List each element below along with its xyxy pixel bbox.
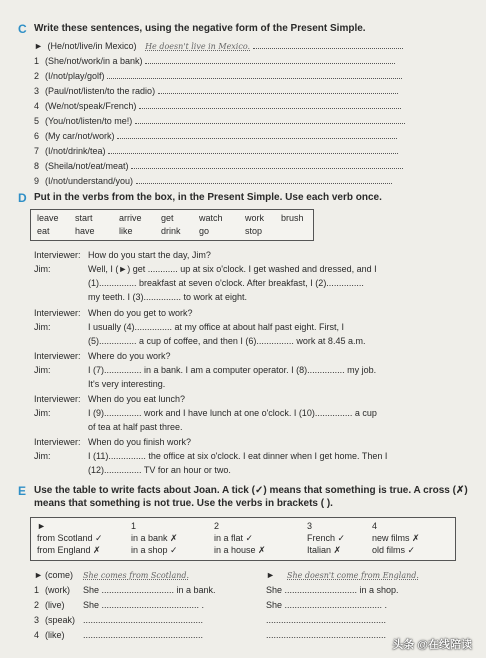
item-prompt: (Paul/not/listen/to the radio) — [45, 86, 156, 96]
item-number: 3 — [34, 86, 40, 96]
table-cell: from Scotland ✓ — [37, 533, 103, 543]
item-number: 5 — [34, 116, 40, 126]
dialogue-text: When do you eat lunch? — [88, 394, 186, 404]
item-prompt: (We/not/speak/French) — [45, 101, 137, 111]
item-number: ► — [34, 570, 43, 580]
table-cell: from England ✗ — [37, 545, 101, 555]
section-e-heading: Use the table to write facts about Joan. A tick (✓) means that something is true. A cross (✗) means that something is not true. Use the verbs in brackets ( ). — [34, 485, 468, 509]
section-c-example — [34, 40, 403, 52]
table-cell: Italian ✗ — [307, 545, 342, 555]
speaker: Jim: — [34, 408, 51, 418]
item-prompt: (I/not/drink/tea) — [45, 146, 106, 156]
answer-row — [266, 615, 386, 626]
table-cell: in a house ✗ — [214, 545, 266, 555]
example-marker: ► — [34, 41, 43, 51]
answer-line — [145, 55, 395, 64]
item-prompt: (I/not/understand/you) — [45, 176, 134, 186]
item-prompt: (Sheila/not/eat/meat) — [45, 161, 129, 171]
item-number: ► — [266, 570, 275, 580]
item-verb: (work) — [45, 585, 70, 595]
example-answer: He doesn't live in Mexico. — [145, 42, 251, 51]
table-cell: old films ✓ — [372, 545, 416, 555]
speaker: Interviewer: — [34, 250, 81, 260]
speaker: Interviewer: — [34, 308, 81, 318]
speaker: Interviewer: — [34, 351, 81, 361]
answer-row — [266, 570, 419, 581]
answer-text: ................................................ — [266, 615, 387, 625]
verb: brush — [281, 213, 304, 223]
section-d-heading: Put in the verbs from the box, in the Present Simple. Use each verb once. — [34, 192, 382, 203]
c-item-4 — [34, 100, 401, 112]
facts-table — [30, 517, 456, 561]
item-prompt: (You/not/listen/to me!) — [45, 116, 133, 126]
answer-line — [108, 145, 398, 154]
item-number: 1 — [34, 56, 40, 66]
c-item-6 — [34, 130, 397, 142]
answer-line — [135, 115, 405, 124]
c-item-8 — [34, 160, 403, 172]
verb: like — [119, 226, 133, 236]
answer-row — [34, 570, 189, 581]
table-cell: French ✓ — [307, 533, 346, 543]
speaker: Jim: — [34, 322, 51, 332]
dialogue-text: I usually (4)............... at my office at about half past eight. First, I — [88, 322, 344, 332]
dialogue-text: of tea at half past three. — [88, 422, 183, 432]
answer-text: She ....................................... . — [266, 600, 388, 610]
table-header: 4 — [372, 521, 378, 531]
answer-line — [139, 100, 401, 109]
watermark: 头条 @在线陪读 — [392, 639, 472, 651]
answer-row — [34, 585, 216, 596]
table-header: 3 — [307, 521, 313, 531]
section-c-heading: Write these sentences, using the negative form of the Present Simple. — [34, 23, 366, 34]
section-d-letter: D — [18, 191, 27, 205]
speaker: Jim: — [34, 365, 51, 375]
dialogue-text: my teeth. I (3)............... to work at eight. — [88, 292, 248, 302]
answer-row — [34, 600, 204, 611]
table-header: 2 — [214, 521, 220, 531]
dialogue-text: Where do you work? — [88, 351, 171, 361]
answer-row — [266, 585, 399, 596]
answer-row — [34, 615, 203, 626]
verb: watch — [199, 213, 223, 223]
verb: leave — [37, 213, 59, 223]
table-cell: in a flat ✓ — [214, 533, 254, 543]
item-number: 2 — [34, 600, 40, 610]
answer-line — [107, 70, 402, 79]
speaker: Interviewer: — [34, 394, 81, 404]
c-item-3 — [34, 85, 398, 97]
example-prompt: (He/not/live/in Mexico) — [47, 41, 137, 51]
verb: have — [75, 226, 95, 236]
verb-box — [30, 209, 314, 241]
verb: get — [161, 213, 174, 223]
item-number: 8 — [34, 161, 40, 171]
verb: go — [199, 226, 210, 236]
dialogue-text: (1)............... breakfast at seven o'clock. After breakfast, I (2)............... — [88, 278, 364, 288]
c-item-5 — [34, 115, 405, 127]
item-number: 4 — [34, 101, 40, 111]
answer-line — [131, 160, 403, 169]
answer-line — [136, 175, 392, 184]
answer-line — [158, 85, 398, 94]
answer-text: She ............................. in a shop. — [266, 585, 399, 595]
c-item-7 — [34, 145, 398, 157]
answer-text: ................................................ — [83, 630, 204, 640]
answer-line — [253, 40, 403, 49]
dialogue-text: I (7)............... in a bank. I am a computer operator. I (8)............... my job. — [88, 365, 377, 375]
item-number: 3 — [34, 615, 40, 625]
dialogue-text: When do you finish work? — [88, 437, 192, 447]
answer-row — [34, 630, 203, 641]
item-number: 4 — [34, 630, 40, 640]
dialogue-text: (5)............... a cup of coffee, and then I (6)............... work at 8.45 a.m. — [88, 336, 366, 346]
table-header: ► — [37, 521, 46, 531]
item-number: 6 — [34, 131, 40, 141]
section-e-letter: E — [18, 484, 27, 498]
dialogue-text: I (9)............... work and I have lunch at one o'clock. I (10)............... a cup — [88, 408, 377, 418]
speaker: Interviewer: — [34, 437, 81, 447]
dialogue-text: Well, I (►) get ............ up at six o'clock. I get washed and dressed, and I — [88, 264, 377, 274]
answer-text: She ............................. in a bank. — [83, 585, 216, 595]
item-prompt: (I/not/play/golf) — [45, 71, 105, 81]
item-number: 1 — [34, 585, 40, 595]
section-c-letter: C — [18, 22, 27, 36]
item-number: 7 — [34, 146, 40, 156]
answer-text: She comes from Scotland. — [83, 571, 190, 580]
c-item-9 — [34, 175, 392, 187]
answer-text: She ....................................... . — [83, 600, 205, 610]
verb: eat — [37, 226, 50, 236]
dialogue-text: How do you start the day, Jim? — [88, 250, 211, 260]
item-number: 2 — [34, 71, 40, 81]
verb: stop — [245, 226, 263, 236]
item-verb: (like) — [45, 630, 65, 640]
item-verb: (come) — [45, 570, 74, 580]
table-cell: in a shop ✓ — [131, 545, 178, 555]
dialogue-text: It's very interesting. — [88, 379, 166, 389]
answer-row — [266, 600, 387, 611]
c-item-2 — [34, 70, 402, 82]
answer-text: ................................................ — [266, 630, 387, 640]
verb: start — [75, 213, 93, 223]
item-verb: (live) — [45, 600, 65, 610]
verb: drink — [161, 226, 181, 236]
dialogue-text: (12)............... TV for an hour or two. — [88, 465, 231, 475]
item-number: 9 — [34, 176, 40, 186]
table-cell: in a bank ✗ — [131, 533, 178, 543]
answer-line — [117, 130, 397, 139]
table-header: 1 — [131, 521, 137, 531]
item-prompt: (My car/not/work) — [45, 131, 115, 141]
item-prompt: (She/not/work/in a bank) — [45, 56, 143, 66]
c-item-1 — [34, 55, 395, 67]
table-cell: new films ✗ — [372, 533, 420, 543]
answer-text: ................................................ — [83, 615, 204, 625]
item-verb: (speak) — [45, 615, 76, 625]
answer-row — [266, 630, 386, 641]
speaker: Jim: — [34, 451, 51, 461]
verb: work — [245, 213, 265, 223]
dialogue-text: When do you get to work? — [88, 308, 193, 318]
answer-text: She doesn't come from England. — [287, 571, 419, 580]
dialogue-text: I (11)............... the office at six o'clock. I eat dinner when I get home. Then I — [88, 451, 388, 461]
verb: arrive — [119, 213, 142, 223]
speaker: Jim: — [34, 264, 51, 274]
